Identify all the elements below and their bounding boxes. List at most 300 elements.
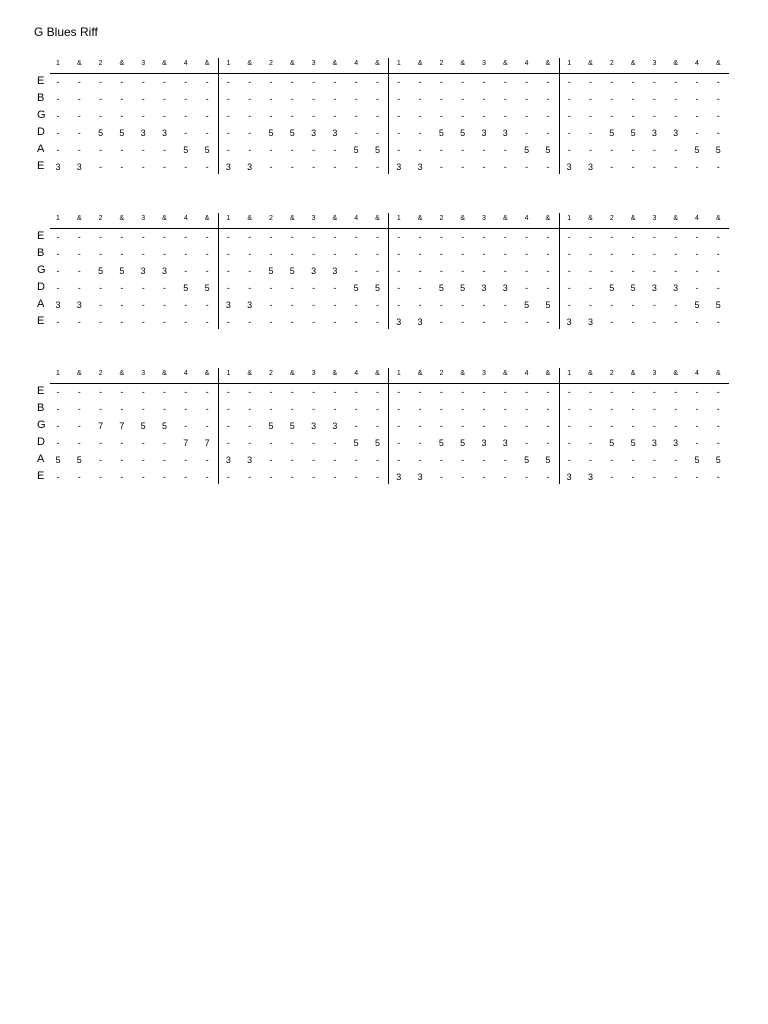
tab-rest: - [461, 232, 465, 242]
tab-rest: - [461, 94, 465, 104]
beat-count-label: & [76, 215, 82, 222]
tab-rest: - [354, 317, 358, 327]
fret-number: 5 [460, 438, 466, 448]
beat-count-label: 3 [482, 215, 486, 222]
tab-rest: - [589, 128, 592, 138]
tab-rest: - [482, 387, 486, 397]
fret-number: 5 [545, 300, 551, 310]
tab-rest: - [99, 232, 103, 242]
tab-rest: - [269, 455, 273, 465]
tab-rest: - [397, 455, 401, 465]
tab-rest: - [418, 249, 422, 259]
fret-number: 3 [311, 266, 317, 276]
tab-rest: - [695, 404, 699, 414]
tab-rest: - [120, 77, 124, 87]
tab-rest: - [546, 317, 550, 327]
beat-count-label: & [332, 60, 338, 67]
tab-rest: - [205, 472, 209, 482]
tab-rest: - [589, 94, 592, 104]
fret-number: 5 [545, 145, 551, 155]
beat-count-label: & [502, 60, 508, 67]
tab-rest: - [695, 387, 699, 397]
beat-count-label: 1 [56, 60, 60, 67]
beat-count-label: & [630, 60, 636, 67]
tab-rest: - [695, 162, 699, 172]
tab-rest: - [567, 387, 571, 397]
tab-rest: - [99, 249, 103, 259]
beat-count-label: 2 [269, 60, 273, 67]
measure-bar-line [218, 213, 219, 329]
beat-count-label: 2 [439, 370, 444, 377]
tab-rest: - [226, 404, 230, 414]
tab-rest: - [439, 472, 443, 482]
beat-count-label: 1 [56, 370, 60, 377]
tab-rest: - [333, 472, 337, 482]
fret-number: 5 [98, 128, 104, 138]
tab-rest: - [120, 438, 124, 448]
tab-rest: - [141, 162, 145, 172]
fret-number: 3 [247, 455, 253, 465]
beat-count-label: & [673, 215, 679, 222]
tab-rest: - [631, 421, 635, 431]
tab-system [0, 368, 768, 498]
tab-rest: - [482, 421, 486, 431]
beat-count-label: & [545, 215, 551, 222]
string-name: E [37, 75, 45, 87]
fret-number: 3 [247, 162, 253, 172]
tab-rest: - [461, 300, 465, 310]
tab-rest: - [418, 387, 422, 397]
fret-number: 3 [332, 266, 338, 276]
tab-rest: - [695, 438, 699, 448]
tab-rest: - [567, 300, 571, 310]
tab-rest: - [652, 249, 656, 259]
string-name: B [37, 92, 45, 104]
tab-rest: - [163, 94, 166, 104]
beat-count-label: & [332, 215, 338, 222]
beat-count-label: & [502, 215, 508, 222]
tab-rest: - [397, 111, 401, 121]
tab-rest: - [716, 404, 720, 414]
tab-rest: - [354, 300, 358, 310]
tab-rest: - [695, 266, 699, 276]
tab-system [0, 58, 768, 188]
fret-number: 5 [289, 421, 295, 431]
tab-rest: - [418, 266, 422, 276]
beat-count-label: 1 [567, 370, 572, 377]
tab-rest: - [610, 472, 614, 482]
tab-rest: - [674, 111, 678, 121]
tab-rest: - [525, 421, 529, 431]
fret-number: 5 [204, 145, 210, 155]
beat-count-label: & [417, 60, 423, 67]
tab-rest: - [439, 77, 443, 87]
fret-number: 5 [268, 266, 274, 276]
tab-rest: - [120, 455, 124, 465]
tab-rest: - [312, 404, 316, 414]
tab-rest: - [269, 162, 273, 172]
tab-rest: - [120, 317, 124, 327]
tab-rest: - [205, 232, 209, 242]
tab-rest: - [461, 162, 465, 172]
tab-rest: - [354, 111, 358, 121]
tab-rest: - [269, 249, 273, 259]
beat-header-rule [50, 383, 729, 384]
tab-rest: - [674, 266, 678, 276]
tab-rest: - [333, 300, 337, 310]
tab-rest: - [439, 266, 443, 276]
tab-rest: - [716, 128, 720, 138]
fret-number: 5 [438, 283, 444, 293]
measure-bar-line [388, 58, 389, 174]
tab-rest: - [631, 232, 635, 242]
tab-rest: - [205, 421, 209, 431]
tab-rest: - [312, 145, 316, 155]
tab-rest: - [567, 77, 571, 87]
tab-rest: - [461, 77, 465, 87]
tab-rest: - [205, 317, 209, 327]
tab-rest: - [120, 472, 124, 482]
tab-rest: - [376, 162, 379, 172]
tab-rest: - [333, 145, 337, 155]
fret-number: 3 [673, 128, 679, 138]
tab-rest: - [184, 300, 188, 310]
tab-rest: - [184, 162, 188, 172]
fret-number: 3 [55, 162, 61, 172]
tab-rest: - [184, 317, 188, 327]
tab-rest: - [610, 249, 614, 259]
tab-rest: - [205, 266, 209, 276]
tab-rest: - [482, 145, 486, 155]
tab-rest: - [354, 94, 358, 104]
tab-rest: - [525, 111, 529, 121]
fret-number: 3 [161, 128, 167, 138]
tab-rest: - [312, 94, 316, 104]
fret-number: 5 [289, 266, 295, 276]
tab-rest: - [77, 404, 81, 414]
tab-rest: - [184, 404, 188, 414]
tab-rest: - [205, 300, 209, 310]
tab-rest: - [333, 77, 337, 87]
beat-count-label: 4 [354, 370, 359, 377]
tab-rest: - [589, 145, 592, 155]
tab-rest: - [503, 300, 507, 310]
tab-rest: - [652, 232, 656, 242]
string-name: D [37, 126, 45, 138]
tab-rest: - [205, 162, 209, 172]
tab-rest: - [290, 94, 294, 104]
tab-rest: - [205, 387, 209, 397]
fret-number: 5 [630, 128, 636, 138]
tab-rest: - [226, 472, 230, 482]
measure-bar-line [388, 368, 389, 484]
tab-rest: - [439, 455, 443, 465]
tab-rest: - [674, 249, 678, 259]
tab-rest: - [141, 77, 145, 87]
tab-rest: - [631, 111, 635, 121]
tab-rest: - [376, 472, 379, 482]
fret-number: 5 [374, 438, 380, 448]
tab-rest: - [248, 438, 252, 448]
tab-rest: - [418, 145, 422, 155]
tab-rest: - [376, 128, 379, 138]
beat-header-rule [50, 228, 729, 229]
fret-number: 5 [545, 455, 551, 465]
tab-rest: - [503, 249, 507, 259]
tab-rest: - [163, 249, 166, 259]
tab-rest: - [376, 387, 379, 397]
tab-rest: - [77, 128, 81, 138]
tab-rest: - [141, 317, 145, 327]
string-name: E [37, 470, 45, 482]
tab-rest: - [418, 232, 422, 242]
tab-rest: - [439, 387, 443, 397]
tab-rest: - [56, 232, 60, 242]
tab-rest: - [589, 421, 592, 431]
tab-rest: - [397, 232, 401, 242]
tab-rest: - [333, 438, 337, 448]
fret-number: 3 [140, 128, 146, 138]
string-name: E [37, 160, 45, 172]
fret-number: 3 [566, 472, 572, 482]
tab-rest: - [312, 472, 316, 482]
tab-rest: - [503, 145, 507, 155]
fret-number: 7 [119, 421, 125, 431]
tab-rest: - [205, 128, 209, 138]
tab-rest: - [163, 77, 166, 87]
tab-rest: - [163, 404, 166, 414]
tab-rest: - [567, 421, 571, 431]
string-name: E [37, 385, 45, 397]
tab-rest: - [226, 145, 230, 155]
tab-rest: - [652, 266, 656, 276]
beat-count-label: 2 [98, 60, 103, 67]
beat-count-label: 3 [652, 370, 657, 377]
tab-rest: - [567, 455, 571, 465]
tab-rest: - [503, 421, 507, 431]
tab-rest: - [631, 249, 635, 259]
tab-rest: - [674, 404, 678, 414]
tab-rest: - [589, 404, 592, 414]
tab-rest: - [354, 421, 358, 431]
fret-number: 5 [268, 128, 274, 138]
tab-rest: - [184, 232, 188, 242]
tab-rest: - [631, 145, 635, 155]
tab-rest: - [567, 94, 571, 104]
tab-rest: - [716, 438, 720, 448]
tab-rest: - [290, 283, 294, 293]
tab-rest: - [610, 404, 614, 414]
tab-rest: - [652, 317, 656, 327]
tab-rest: - [716, 317, 720, 327]
tab-rest: - [99, 387, 103, 397]
tab-rest: - [290, 249, 294, 259]
tab-rest: - [99, 162, 103, 172]
fret-number: 3 [396, 472, 402, 482]
beat-count-label: 1 [396, 60, 401, 67]
tab-rest: - [525, 317, 529, 327]
tab-rest: - [354, 472, 358, 482]
tab-rest: - [503, 472, 507, 482]
tab-rest: - [226, 249, 230, 259]
tab-rest: - [77, 232, 81, 242]
string-name: A [37, 453, 45, 465]
tab-rest: - [205, 77, 209, 87]
tab-rest: - [439, 249, 443, 259]
fret-number: 3 [587, 162, 593, 172]
tab-rest: - [290, 455, 294, 465]
tab-rest: - [99, 300, 103, 310]
beat-count-label: & [247, 370, 253, 377]
tab-rest: - [269, 300, 273, 310]
tab-rest: - [184, 387, 188, 397]
beat-count-label: & [715, 60, 721, 67]
tab-rest: - [461, 266, 465, 276]
tab-rest: - [397, 404, 401, 414]
tab-rest: - [567, 111, 571, 121]
tab-rest: - [674, 421, 678, 431]
fret-number: 3 [502, 283, 508, 293]
tab-rest: - [290, 404, 294, 414]
beat-count-label: & [417, 370, 423, 377]
fret-number: 5 [460, 283, 466, 293]
tab-rest: - [439, 300, 443, 310]
beat-count-label: & [545, 370, 551, 377]
tab-rest: - [120, 387, 124, 397]
tab-rest: - [99, 94, 103, 104]
tab-rest: - [290, 232, 294, 242]
tab-rest: - [610, 77, 614, 87]
tab-rest: - [120, 249, 124, 259]
tab-rest: - [56, 438, 60, 448]
tab-rest: - [141, 455, 145, 465]
tab-rest: - [333, 111, 337, 121]
tab-rest: - [120, 94, 124, 104]
fret-number: 5 [630, 438, 636, 448]
tab-rest: - [376, 77, 379, 87]
tab-rest: - [610, 317, 614, 327]
fret-number: 3 [225, 162, 231, 172]
tab-rest: - [610, 300, 614, 310]
tab-rest: - [205, 455, 209, 465]
fret-number: 5 [694, 455, 700, 465]
tab-rest: - [439, 232, 443, 242]
tab-rest: - [269, 77, 273, 87]
beat-count-label: & [119, 215, 125, 222]
tab-rest: - [226, 77, 230, 87]
tab-rest: - [226, 111, 230, 121]
tab-rest: - [163, 145, 166, 155]
tab-rest: - [248, 232, 252, 242]
measure-bar-line [218, 58, 219, 174]
tab-rest: - [376, 300, 379, 310]
tab-rest: - [141, 404, 145, 414]
tab-rest: - [290, 111, 294, 121]
string-name: E [37, 230, 45, 242]
fret-number: 5 [609, 128, 615, 138]
tab-rest: - [77, 249, 81, 259]
tab-rest: - [716, 232, 720, 242]
beat-count-label: 1 [567, 60, 572, 67]
tab-rest: - [141, 300, 145, 310]
tab-rest: - [610, 162, 614, 172]
tab-rest: - [56, 387, 60, 397]
tab-rest: - [525, 438, 529, 448]
tab-rest: - [290, 387, 294, 397]
tab-rest: - [226, 128, 230, 138]
fret-number: 5 [524, 300, 530, 310]
tab-rest: - [163, 455, 166, 465]
tab-rest: - [631, 266, 635, 276]
tab-rest: - [652, 472, 656, 482]
tab-rest: - [567, 249, 571, 259]
tab-rest: - [695, 232, 699, 242]
tab-rest: - [184, 249, 188, 259]
tab-rest: - [312, 249, 316, 259]
tab-rest: - [312, 455, 316, 465]
tab-rest: - [312, 438, 316, 448]
tab-rest: - [631, 77, 635, 87]
tab-rest: - [695, 128, 699, 138]
tab-rest: - [461, 111, 465, 121]
fret-number: 3 [417, 472, 423, 482]
beat-count-label: & [162, 370, 167, 377]
tab-rest: - [248, 249, 252, 259]
beat-count-label: & [119, 370, 125, 377]
beat-count-label: & [247, 215, 253, 222]
beat-count-label: & [332, 370, 338, 377]
tab-rest: - [269, 283, 273, 293]
fret-number: 3 [417, 317, 423, 327]
tab-rest: - [77, 472, 81, 482]
tab-rest: - [503, 111, 507, 121]
tab-rest: - [631, 455, 635, 465]
tab-rest: - [610, 266, 614, 276]
tab-rest: - [652, 387, 656, 397]
tab-rest: - [610, 421, 614, 431]
tab-rest: - [546, 472, 550, 482]
beat-count-label: 2 [98, 370, 103, 377]
tab-rest: - [141, 145, 145, 155]
tab-rest: - [376, 111, 379, 121]
tab-rest: - [184, 472, 188, 482]
tab-rest: - [205, 111, 209, 121]
beat-count-label: 4 [183, 60, 188, 67]
fret-number: 5 [694, 300, 700, 310]
tab-rest: - [461, 145, 465, 155]
tab-rest: - [205, 404, 209, 414]
fret-number: 5 [438, 128, 444, 138]
tab-rest: - [418, 404, 422, 414]
tab-rest: - [376, 249, 379, 259]
tab-rest: - [56, 128, 60, 138]
tab-rest: - [631, 317, 635, 327]
tab-rest: - [312, 111, 316, 121]
fret-number: 7 [98, 421, 104, 431]
tab-rest: - [77, 421, 81, 431]
beat-count-label: 3 [482, 60, 486, 67]
tab-rest: - [226, 387, 230, 397]
beat-count-label: 2 [609, 370, 614, 377]
tab-rest: - [77, 283, 81, 293]
tab-rest: - [589, 455, 592, 465]
measure-bar-line [559, 58, 560, 174]
beat-count-label: 4 [354, 60, 359, 67]
fret-number: 3 [140, 266, 146, 276]
tab-rest: - [503, 266, 507, 276]
fret-number: 3 [651, 283, 657, 293]
tab-rest: - [248, 472, 252, 482]
